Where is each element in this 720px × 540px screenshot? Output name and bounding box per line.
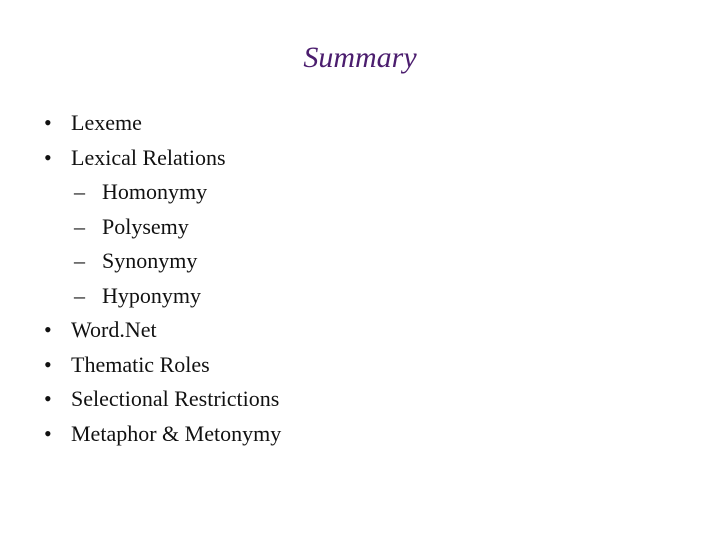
dash-marker: – <box>74 213 85 239</box>
sub-item-polysemy <box>0 210 720 245</box>
bullet-list <box>0 106 720 451</box>
dash-marker: – <box>74 282 85 308</box>
list-item-text: Lexeme <box>71 110 142 135</box>
list-item-thematic-roles <box>0 348 720 383</box>
bullet-marker: • <box>44 110 52 135</box>
list-item-text: Word.Net <box>71 317 157 342</box>
bullet-marker: • <box>44 144 52 170</box>
list-item-lexical-relations <box>0 141 720 176</box>
list-item-text: Lexical Relations <box>71 144 226 170</box>
slide-title: Summary <box>303 41 417 74</box>
sub-item-text: Synonymy <box>102 248 198 273</box>
list-item-text: Selectional Restrictions <box>71 386 280 411</box>
list-item-metaphor-metonymy <box>0 417 720 452</box>
sub-item-text: Homonymy <box>102 179 208 204</box>
dash-marker: – <box>74 248 85 273</box>
sub-item-text: Polysemy <box>102 213 189 239</box>
list-item-selectional-restrictions <box>0 382 720 417</box>
sub-item-hyponymy <box>0 279 720 314</box>
bullet-marker: • <box>44 317 52 342</box>
bullet-marker: • <box>44 386 52 411</box>
dash-marker: – <box>74 179 85 204</box>
list-item-wordnet <box>0 313 720 348</box>
bullet-marker: • <box>44 420 52 446</box>
sub-item-synonymy <box>0 244 720 279</box>
list-item-text: Thematic Roles <box>71 351 210 377</box>
list-item-lexeme <box>0 106 720 141</box>
sub-item-homonymy <box>0 175 720 210</box>
bullet-marker: • <box>44 351 52 377</box>
list-item-text: Metaphor & Metonymy <box>71 420 282 446</box>
sub-item-text: Hyponymy <box>102 282 201 308</box>
